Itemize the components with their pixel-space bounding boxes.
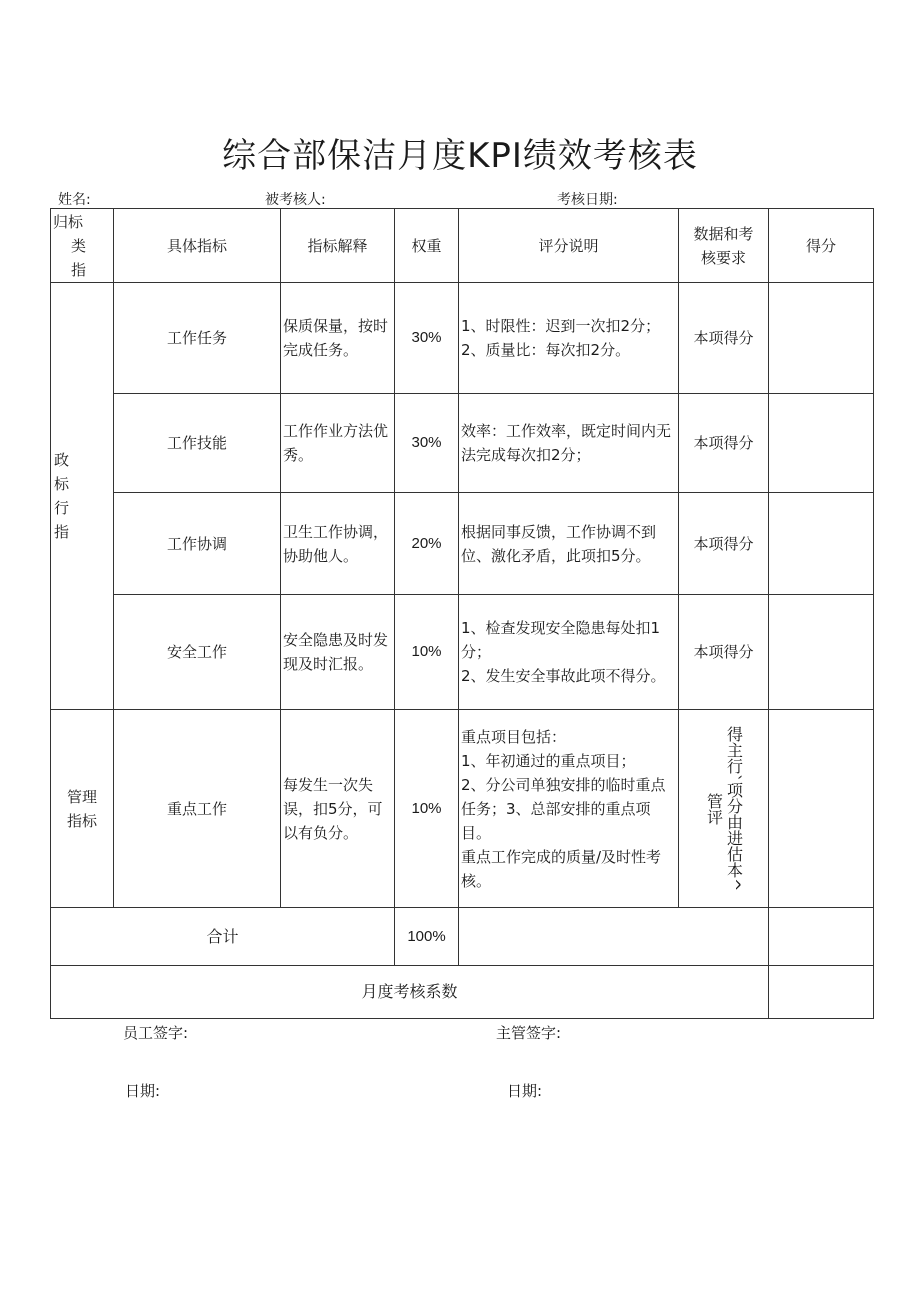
- score-cell[interactable]: [769, 710, 874, 908]
- header-data-requirements: 数据和考核要求: [679, 209, 769, 283]
- explanation-cell: 保质保量，按时完成任务。: [281, 283, 395, 394]
- data-requirement-cell: 本项得分: [679, 493, 769, 595]
- indicator-cell: 工作任务: [114, 283, 281, 394]
- weight-cell: 30%: [395, 283, 459, 394]
- table-row: [51, 493, 874, 595]
- assessee-label: 被考核人:: [265, 192, 326, 208]
- table-header-row: [51, 209, 874, 283]
- total-label: 合计: [51, 908, 395, 966]
- header-explanation: 指标解释: [281, 209, 395, 283]
- kpi-table: [50, 208, 874, 1019]
- indicator-cell: 工作技能: [114, 394, 281, 493]
- total-score-cell[interactable]: [769, 908, 874, 966]
- scoring-cell: 1、检查发现安全隐患每处扣1分； 2、发生安全事故此项不得分。: [459, 595, 679, 710]
- table-row: [51, 595, 874, 710]
- page-title: 综合部保洁月度KPI绩效考核表: [222, 136, 698, 176]
- header-score: 得分: [769, 209, 874, 283]
- indicator-cell: 安全工作: [114, 595, 281, 710]
- explanation-cell: 每发生一次失误，扣5分，可以有负分。: [281, 710, 395, 908]
- data-requirement-vertical-text: 得主行`项分由进估本^管评: [704, 725, 744, 892]
- score-cell[interactable]: [769, 493, 874, 595]
- scoring-cell: 根据同事反馈，工作协调不到位、激化矛盾，此项扣5分。: [459, 493, 679, 595]
- supervisor-signature-label: 主管签字:: [496, 1024, 562, 1042]
- explanation-cell: 安全隐患及时发现及时汇报。: [281, 595, 395, 710]
- weight-cell: 20%: [395, 493, 459, 595]
- data-requirement-cell: 本项得分: [679, 394, 769, 493]
- indicator-cell: 重点工作: [114, 710, 281, 908]
- total-blank: [459, 908, 769, 966]
- weight-cell: 30%: [395, 394, 459, 493]
- scoring-cell: 1、时限性：迟到一次扣2分； 2、质量比：每次扣2分。: [459, 283, 679, 394]
- coefficient-label: 月度考核系数: [51, 966, 769, 1019]
- explanation-cell: 卫生工作协调，协助他人。: [281, 493, 395, 595]
- supervisor-date-label: 日期:: [507, 1082, 543, 1100]
- assessment-date-label: 考核日期:: [557, 192, 618, 208]
- header-indicator: 具体指标: [114, 209, 281, 283]
- header-weight: 权重: [395, 209, 459, 283]
- table-row: [51, 710, 874, 908]
- table-row: [51, 283, 874, 394]
- coefficient-value-cell[interactable]: [769, 966, 874, 1019]
- scoring-cell: 效率：工作效率，既定时间内无法完成每次扣2分；: [459, 394, 679, 493]
- data-requirement-cell: 本项得分: [679, 595, 769, 710]
- header-scoring: 评分说明: [459, 209, 679, 283]
- employee-date-label: 日期:: [125, 1082, 161, 1100]
- weight-cell: 10%: [395, 710, 459, 908]
- scoring-cell: 重点项目包括： 1、年初通过的重点项目； 2、分公司单独安排的临时重点任务；3、总部安排的重点项目。 重点工作完成的质量/及时性考核。: [459, 710, 679, 908]
- score-cell[interactable]: [769, 283, 874, 394]
- data-requirement-cell: [679, 710, 769, 908]
- coefficient-row: [51, 966, 874, 1019]
- employee-signature-label: 员工签字:: [123, 1024, 189, 1042]
- total-weight: 100%: [395, 908, 459, 966]
- score-cell[interactable]: [769, 595, 874, 710]
- total-row: [51, 908, 874, 966]
- category-admin-indicator: 政 标 行 指: [51, 283, 114, 710]
- explanation-cell: 工作作业方法优秀。: [281, 394, 395, 493]
- score-cell[interactable]: [769, 394, 874, 493]
- indicator-cell: 工作协调: [114, 493, 281, 595]
- header-category: 归标 类 指: [51, 209, 114, 283]
- table-row: [51, 394, 874, 493]
- name-label: 姓名:: [58, 192, 91, 208]
- category-management-indicator: 管理 指标: [51, 710, 114, 908]
- data-requirement-cell: 本项得分: [679, 283, 769, 394]
- weight-cell: 10%: [395, 595, 459, 710]
